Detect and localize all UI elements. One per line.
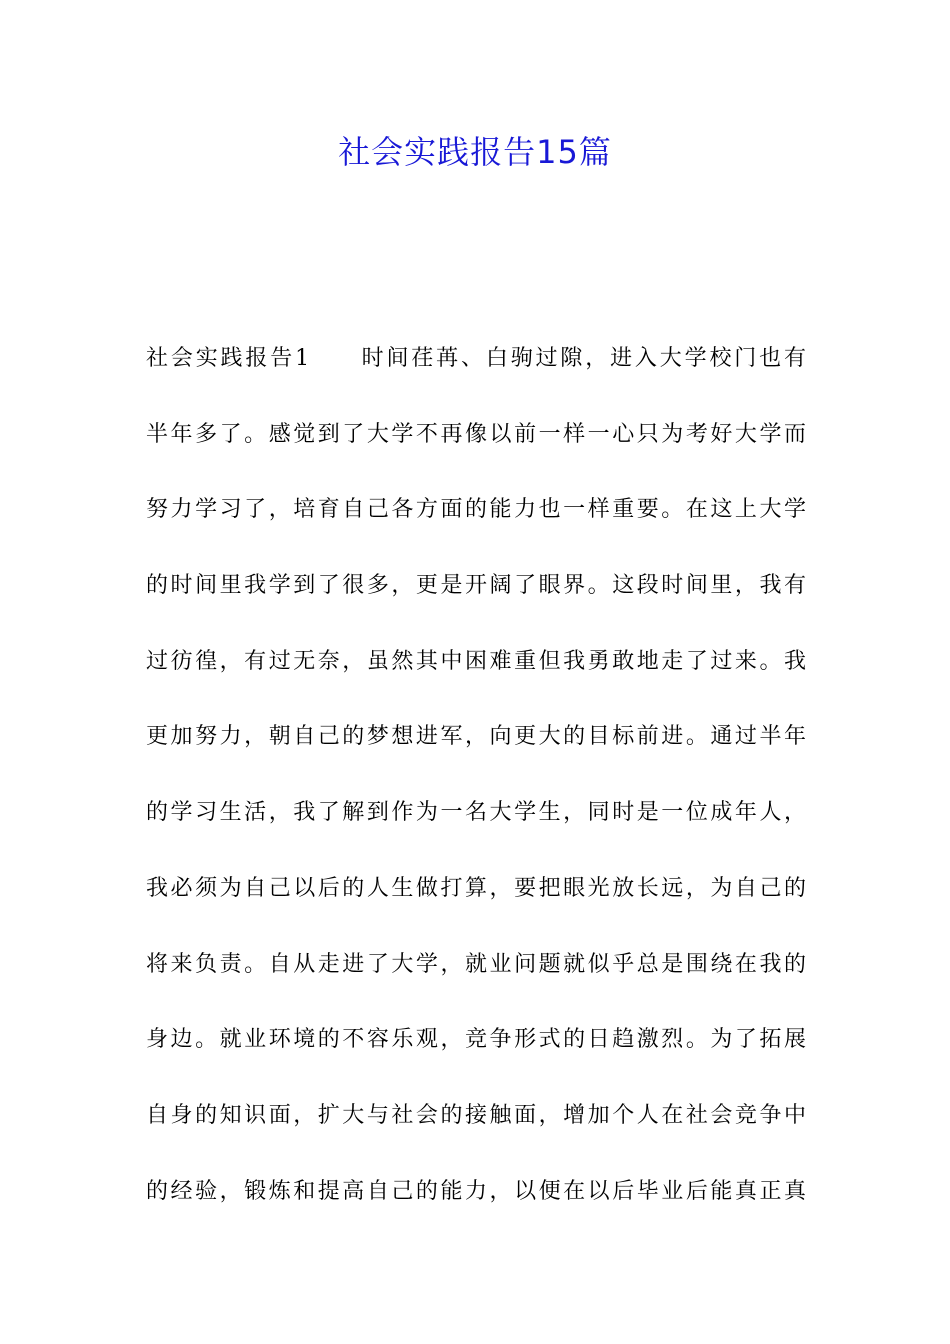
text-line: 社会实践报告1 时间荏苒、白驹过隙，进入大学校门也有	[146, 346, 806, 371]
text-line: 自身的知识面，扩大与社会的接触面，增加个人在社会竞争中	[146, 1102, 806, 1128]
document-title: 社会实践报告15篇	[338, 133, 612, 171]
text-line: 将来负责。自从走进了大学，就业问题就似乎总是围绕在我的	[146, 951, 806, 977]
text-line: 的经验，锻炼和提高自己的能力，以便在以后毕业后能真正真	[146, 1178, 806, 1204]
text-line: 我必须为自己以后的人生做打算，要把眼光放长远，为自己的	[146, 875, 806, 901]
text-line: 的学习生活，我了解到作为一名大学生，同时是一位成年人，	[146, 800, 806, 826]
text-line: 半年多了。感觉到了大学不再像以前一样一心只为考好大学而	[146, 421, 806, 447]
text-line: 努力学习了，培育自己各方面的能力也一样重要。在这上大学	[146, 497, 806, 523]
text-line: 更加努力，朝自己的梦想进军，向更大的目标前进。通过半年	[146, 724, 806, 750]
text-line: 身边。就业环境的不容乐观，竞争形式的日趋激烈。为了拓展	[146, 1027, 806, 1053]
text-line: 的时间里我学到了很多，更是开阔了眼界。这段时间里，我有	[146, 573, 806, 599]
text-line: 过彷徨，有过无奈，虽然其中困难重但我勇敢地走了过来。我	[146, 648, 806, 674]
body-paragraph	[146, 333, 806, 1241]
